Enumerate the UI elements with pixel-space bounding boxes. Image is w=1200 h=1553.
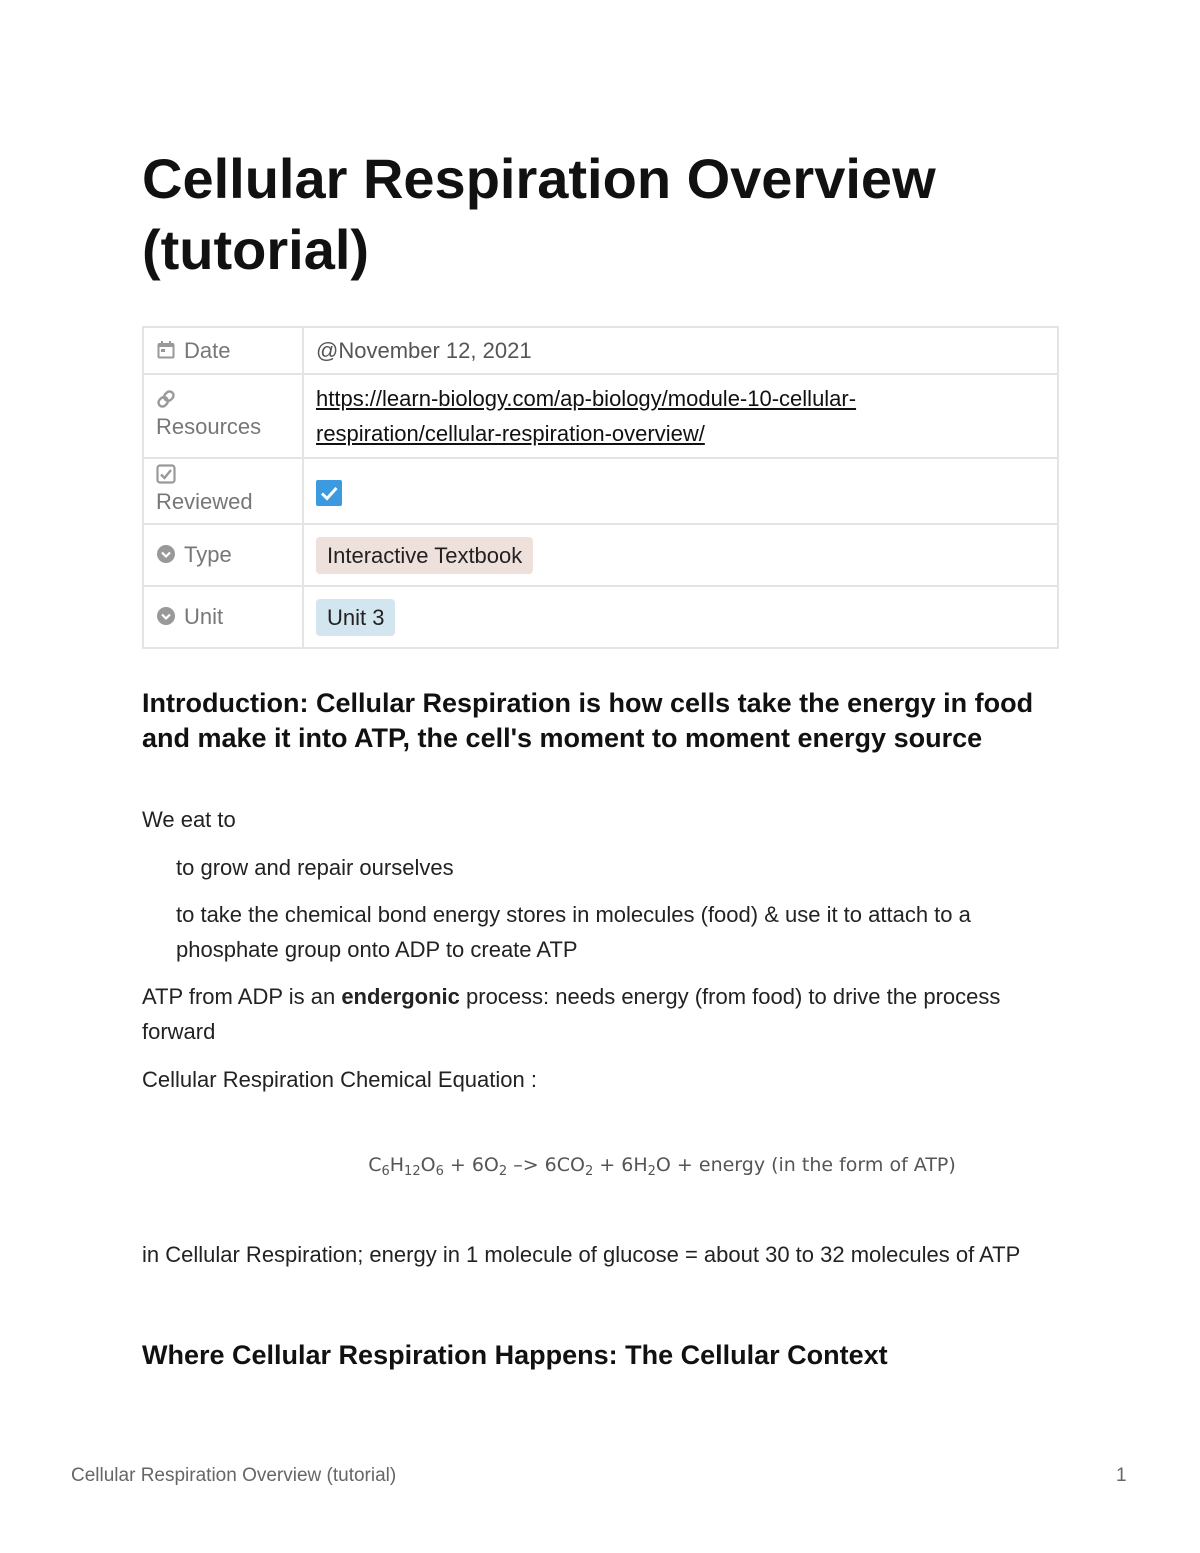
equation-part: –> 6CO [507,1154,585,1176]
property-key-resources [143,374,303,458]
property-key-type [143,524,303,586]
type-value [303,524,1058,586]
footer-title: Cellular Respiration Overview (tutorial) [71,1465,397,1486]
equation-part: + 6H [593,1154,648,1176]
where-heading: Where Cellular Respiration Happens: The Cellular Context [142,1340,888,1370]
equation-part: H [389,1154,405,1176]
property-row-date [143,327,1058,374]
checkmark-icon [316,480,342,506]
property-row-reviewed [143,458,1058,524]
equation-label: Cellular Respiration Chemical Equation : [142,1067,537,1092]
equation-subscript: 2 [584,1164,594,1179]
equation-subscript: 6 [381,1164,390,1179]
link-icon [156,389,176,409]
equation-part: + 6O [443,1154,499,1176]
atp-sentence-end: process: needs energy (from food) to drive the process forward [142,984,1001,1044]
reason-item: to take the chemical bond energy stores in molecules (food) & use it to attach to a phosphate group onto ADP to create ATP [176,902,971,962]
equation-part: O [420,1154,436,1176]
we-eat-to-text: We eat to [142,807,236,832]
property-label-type: Type [184,542,232,567]
select-icon [156,544,176,564]
equation-subscript: 12 [404,1164,421,1179]
type-tag[interactable]: Interactive Textbook [316,537,533,574]
glucose-sentence: in Cellular Respiration; energy in 1 molecule of glucose = about 30 to 32 molecules of ATP [142,1242,1021,1267]
select-icon [156,606,176,626]
property-label-unit: Unit [184,604,224,629]
calendar-icon [156,340,176,360]
resource-url-line-1: https://learn-biology.com/ap-biology/module-10-cellular- [316,386,857,411]
checkbox-icon [156,464,176,484]
property-key-reviewed [143,458,303,524]
properties-table [142,326,1059,649]
unit-value [303,586,1058,648]
date-value[interactable]: @November 12, 2021 [303,327,1058,374]
atp-sentence-start: ATP from ADP is an [142,984,342,1009]
property-label-reviewed: Reviewed [156,489,253,514]
equation-subscript: 2 [647,1164,656,1179]
equation-subscript: 2 [498,1164,508,1179]
reviewed-value [303,458,1058,524]
page-title: Cellular Respiration Overview (tutorial) [142,147,936,281]
chemical-equation [142,1152,1182,1178]
equation-part: C [368,1154,382,1176]
equation-part: O + energy (in the form of ATP) [655,1154,956,1176]
property-row-type [143,524,1058,586]
page-number: 1 [1116,1465,1127,1486]
property-key-unit [143,586,303,648]
property-row-unit [143,586,1058,648]
property-row-resources [143,374,1058,458]
reason-item: to grow and repair ourselves [176,855,454,880]
intro-heading: Introduction: Cellular Respiration is how cells take the energy in food and make it into ATP, the cell's moment to moment energy source [142,688,1034,753]
property-label-date: Date [184,337,231,363]
property-label-resources: Resources [156,414,262,439]
endergonic-term: endergonic [341,984,460,1009]
equation-subscript: 6 [435,1164,444,1179]
property-key-date [143,327,303,374]
resources-value [303,374,1058,458]
atp-sentence [142,979,1022,1049]
resource-url-line-2: respiration/cellular-respiration-overview/ [316,421,705,446]
reviewed-checkbox[interactable] [316,480,342,506]
unit-tag[interactable]: Unit 3 [316,599,395,636]
resource-url-link[interactable] [316,386,856,446]
